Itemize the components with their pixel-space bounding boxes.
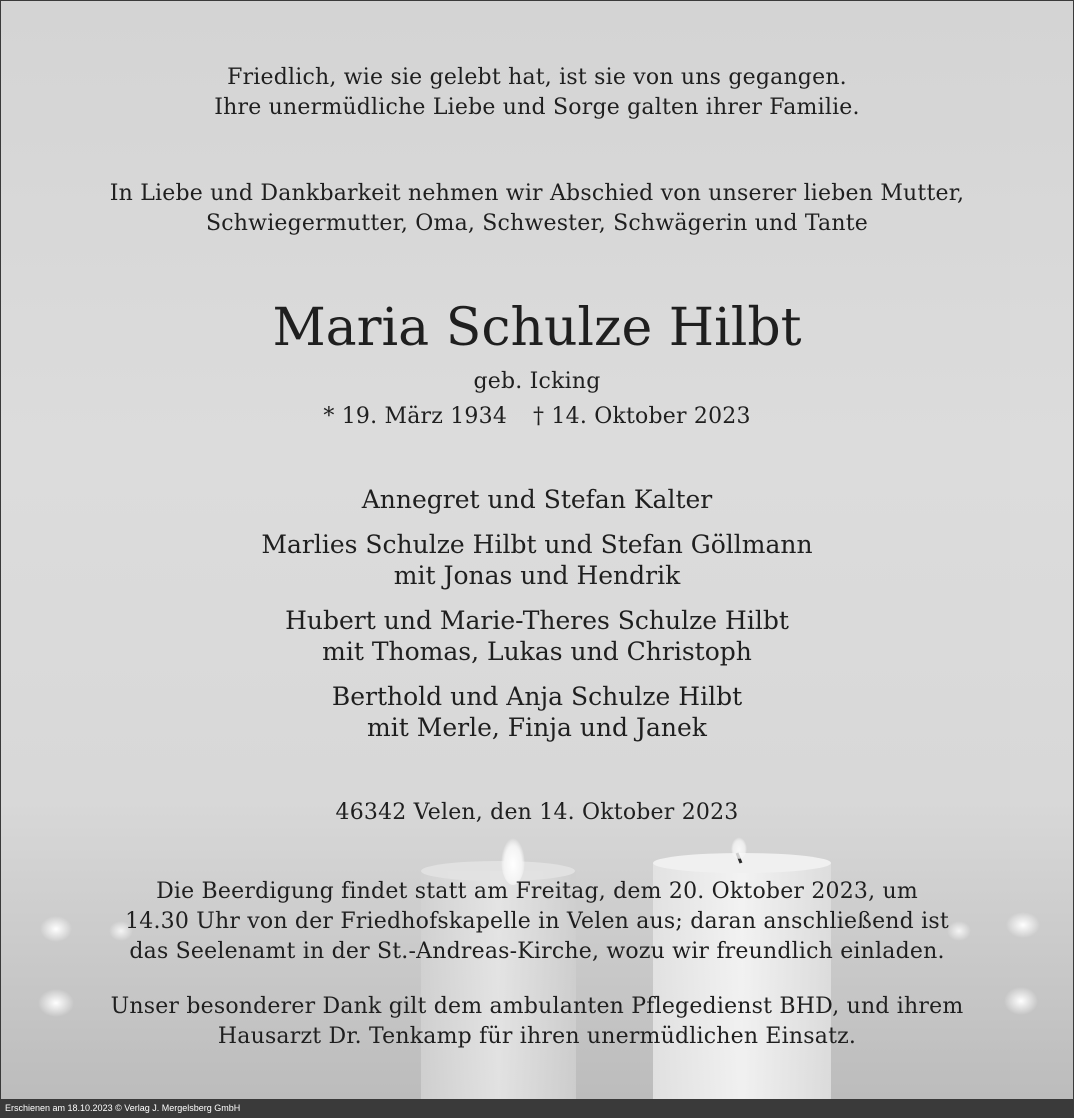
place-date: 46342 Velen, den 14. Oktober 2023: [335, 800, 739, 825]
thanks-line-2: Hausarzt Dr. Tenkamp für ihren unermüdlichen Einsatz.: [217, 1024, 857, 1049]
mourner-group-1: [1, 484, 1073, 515]
verse: [1, 63, 1073, 123]
mourner-children: mit Thomas, Lukas und Christoph: [322, 637, 752, 666]
birth-date: * 19. März 1934: [323, 404, 508, 429]
verse-line-2: Ihre unermüdliche Liebe und Sorge galten ihrer Familie.: [214, 95, 860, 120]
thanks: [1, 992, 1073, 1052]
mourner-group-3: [1, 605, 1073, 667]
intro-line-1: In Liebe und Dankbarkeit nehmen wir Abschied von unserer lieben Mutter,: [109, 181, 965, 206]
publication-credit: Erschienen am 18.10.2023 © Verlag J. Mergelsberg GmbH: [5, 1103, 241, 1113]
deceased-name: Maria Schulze Hilbt: [272, 298, 802, 358]
thanks-line-1: Unser besonderer Dank gilt dem ambulanten Pflegedienst BHD, und ihrem: [110, 994, 964, 1019]
mourner-group-2: [1, 529, 1073, 591]
funeral-line-2: 14.30 Uhr von der Friedhofskapelle in Velen aus; daran anschließend ist: [125, 909, 949, 934]
publication-footer: [0, 1099, 1074, 1118]
intro: [1, 179, 1073, 239]
life-dates: [1, 402, 1073, 432]
mourner-children: mit Jonas und Hendrik: [393, 561, 681, 590]
verse-line-1: Friedlich, wie sie gelebt hat, ist sie von uns gegangen.: [227, 65, 847, 90]
mourner-line: Marlies Schulze Hilbt und Stefan Göllmann: [261, 530, 813, 559]
death-date: † 14. Oktober 2023: [533, 404, 751, 429]
birth-name: geb. Icking: [473, 369, 601, 394]
funeral-line-1: Die Beerdigung findet statt am Freitag, dem 20. Oktober 2023, um: [156, 879, 918, 904]
funeral-info: [1, 877, 1073, 967]
funeral-line-3: das Seelenamt in der St.-Andreas-Kirche, wozu wir freundlich einladen.: [129, 939, 945, 964]
intro-line-2: Schwiegermutter, Oma, Schwester, Schwägerin und Tante: [206, 211, 868, 236]
mourner-group-4: [1, 681, 1073, 743]
mourner-line: Annegret und Stefan Kalter: [361, 485, 713, 514]
mourner-line: Berthold und Anja Schulze Hilbt: [331, 682, 743, 711]
mourner-line: Hubert und Marie-Theres Schulze Hilbt: [285, 606, 789, 635]
mourner-children: mit Merle, Finja und Janek: [367, 713, 707, 742]
